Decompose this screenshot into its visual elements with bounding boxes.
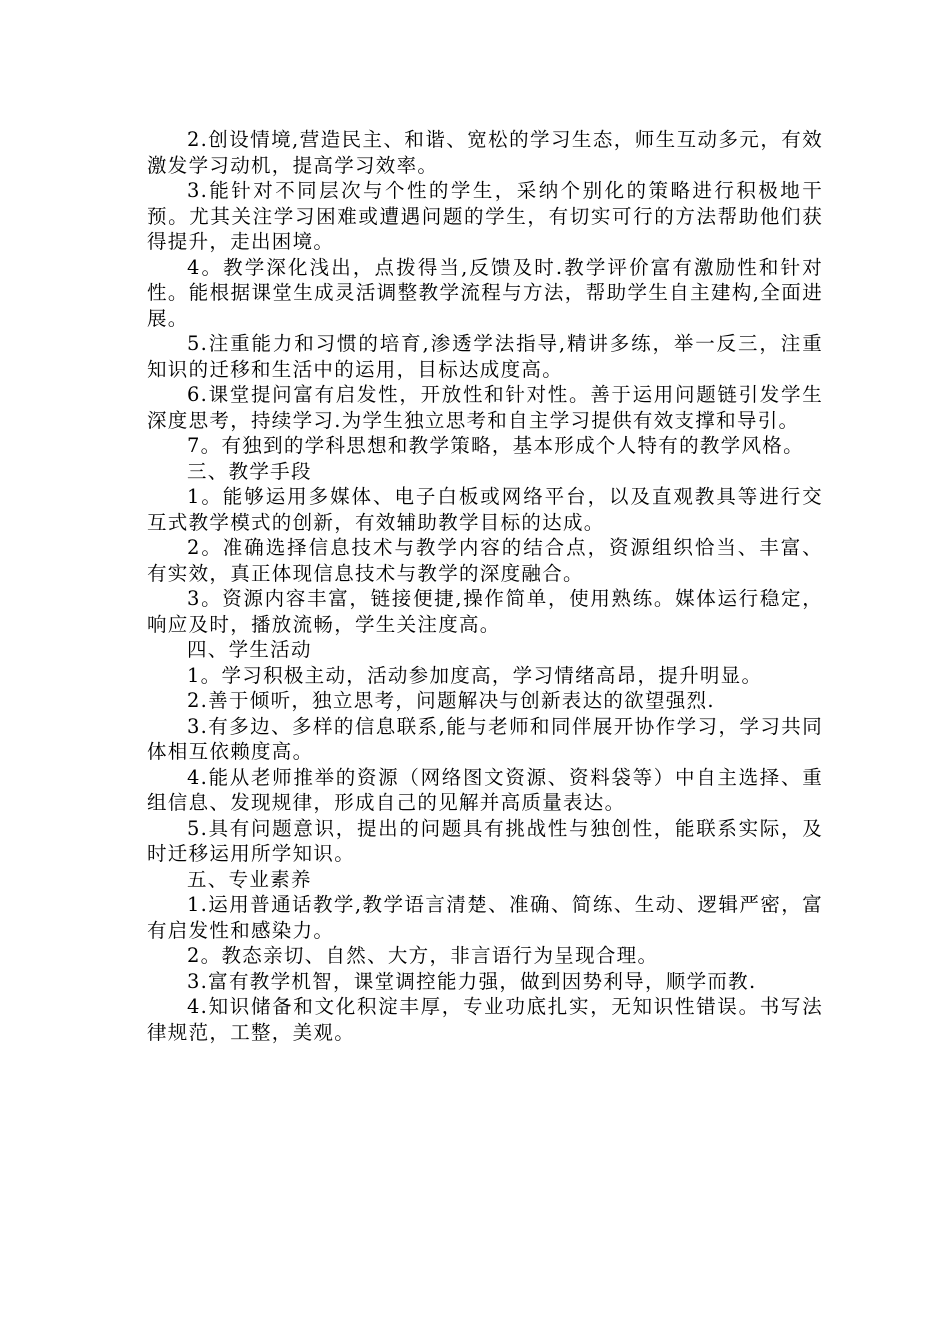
list-item: 4.能从老师推举的资源（网络图文资源、资料袋等）中自主选择、重组信息、发现规律，形成自己的见解并高质量表达。 xyxy=(147,765,823,814)
section-heading: 四、学生活动 xyxy=(186,638,312,661)
list-item: 1。学习积极主动，活动参加度高，学习情绪高昂，提升明显。 xyxy=(186,663,763,687)
list-item: 2.善于倾听，独立思考，问题解决与创新表达的欲望强烈. xyxy=(186,689,715,712)
list-item: 3.有多边、多样的信息联系,能与老师和同伴展开协作学习，学习共同体相互依赖度高。 xyxy=(147,714,823,763)
list-item: 2.创设情境,营造民主、和谐、宽松的学习生态，师生互动多元，有效激发学习动机，提高学习效率。 xyxy=(147,128,823,177)
list-item: 1.运用普通话教学,教学语言清楚、准确、简练、生动、逻辑严密，富有启发性和感染力。 xyxy=(147,893,823,942)
list-item: 2。准确选择信息技术与教学内容的结合点，资源组织恰当、丰富、有实效，真正体现信息技术与教学的深度融合。 xyxy=(147,536,823,585)
section-heading: 五、专业素养 xyxy=(186,867,312,891)
list-item: 3.能针对不同层次与个性的学生，采纳个别化的策略进行积极地干预。尤其关注学习困难或遭遇问题的学生，有切实可行的方法帮助他们获得提升，走出困境。 xyxy=(147,179,823,253)
list-item: 4.知识储备和文化积淀丰厚，专业功底扎实，无知识性错误。书写法律规范，工整，美观。 xyxy=(147,995,823,1044)
list-item: 6.课堂提问富有启发性，开放性和针对性。善于运用问题链引发学生深度思考，持续学习.为学生独立思考和自主学习提供有效支撑和导引。 xyxy=(147,383,823,432)
list-item: 7。有独到的学科思想和教学策略，基本形成个人特有的教学风格。 xyxy=(186,434,804,457)
list-item: 3。资源内容丰富，链接便捷,操作简单，使用熟练。媒体运行稳定，响应及时，播放流畅，学生关注度高。 xyxy=(147,587,823,636)
section-heading: 三、教学手段 xyxy=(186,459,312,483)
document-page xyxy=(147,127,823,1045)
list-item: 2。教态亲切、自然、大方，非言语行为呈现合理。 xyxy=(186,944,659,967)
list-item: 1。能够运用多媒体、电子白板或网络平台，以及直观教具等进行交互式教学模式的创新，有效辅助教学目标的达成。 xyxy=(147,485,823,534)
list-item: 5.具有问题意识，提出的问题具有挑战性与独创性，能联系实际，及时迁移运用所学知识。 xyxy=(147,816,823,865)
list-item: 5.注重能力和习惯的培育,渗透学法指导,精讲多练，举一反三，注重知识的迁移和生活中的运用，目标达成度高。 xyxy=(147,332,823,381)
list-item: 3.富有教学机智，课堂调控能力强，做到因势利导，顺学而教. xyxy=(186,969,757,993)
list-item: 4。教学深化浅出，点拨得当,反馈及时.教学评价富有激励性和针对性。能根据课堂生成灵活调整教学流程与方法，帮助学生自主建构,全面进展。 xyxy=(147,255,823,330)
